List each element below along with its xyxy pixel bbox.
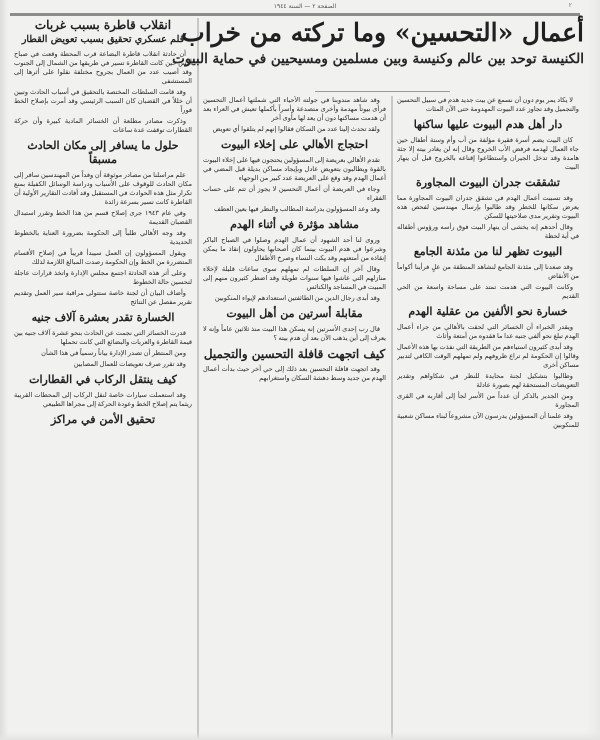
article-paragraph: تقدم الأهالي بعريضة إلى المسؤولين يحتجون فيها على إخلاء البيوت بالقوة ويطالبون بتعويض عادل وبإيجاد مساكن بديلة قبل المضي في أعمال الهدم وقد وقع على العريضة عدد كبير من الوجهاء xyxy=(203,156,386,182)
article-paragraph: قدرت الخسائر التي نجمت عن الحادث بنحو عشرة آلاف جنيه بين قيمة القاطرة والعربات والبضائع التي كانت تحملها xyxy=(14,328,192,346)
article-paragraph: ولقد تحدث إلينا عدد من السكان فقالوا إنهم لم يتلقوا أي تعويض xyxy=(212,125,380,133)
article-paragraph: وقال أحدهم إنه يخشى أن ينهار البيت فوق رأسه ورؤوس أطفاله في أية لحظة xyxy=(397,223,579,240)
section-heading: مقابلة أسرتين من أهل البيوت xyxy=(226,307,363,320)
article-paragraph: وقد وجه الأهالي طلباً إلى الحكومة بضرورة العناية بالخطوط الحديدية xyxy=(14,228,192,246)
center-section-0 xyxy=(203,96,386,134)
article-paragraph: وعلى أثر هذه الحادثة اجتمع مجلس الإدارة واتخذ قرارات عاجلة لتحسين حالة الخطوط xyxy=(14,268,192,286)
folio-line: الصفحة ٢ — السنة ١٩٤٤ xyxy=(273,3,337,10)
section-heading: خسارة نحو الألفين من عقلية الهدم xyxy=(408,305,568,318)
column-divider-left xyxy=(197,18,199,738)
article-paragraph: وقد شاهد مندوبنا في جولته الأحياء التي شملتها أعمال التحسين فرأى بيوتاً مهدمة وأخرى متصدعة وأسراً بأكملها تعيش في العراء بعد أن هدمت مساكنها دون أن يعد لها مأوى آخر xyxy=(203,96,386,122)
section-heading: كيف ينتقل الركاب في القطارات xyxy=(29,372,177,386)
center-section-3 xyxy=(203,307,386,343)
article-paragraph: وقد وعد المسؤولون بدراسة المطالب والنظر فيها بعين العطف xyxy=(214,205,380,213)
article-paragraph: وقال آخر إن السلطات لم تمهلهم سوى ساعات قليلة لإخلاء منازلهم التي عاشوا فيها سنوات طويلة وقد اضطر كثيرون منهم إلى المبيت في المساجد والكنائس xyxy=(203,265,386,291)
article-paragraph: وأضاف البيان أن لجنة خاصة ستتولى مراقبة سير العمل وتقديم تقرير مفصل عن النتائج xyxy=(14,288,192,306)
section-heading: دار أهل هدم البيوت عليها ساكنها xyxy=(413,118,563,131)
right-section-0 xyxy=(397,96,579,114)
left-section-0 xyxy=(14,50,192,135)
scan-left-margin xyxy=(0,0,8,740)
article-paragraph: وروى لنا أحد الشهود أن عمال الهدم وصلوا في الصباح الباكر وشرعوا في هدم البيوت بينما كان أصحابها يحاولون إنقاذ ما يمكن إنقاذه من أمتعتهم وقد بكت النساء وصرخ الأطفال xyxy=(203,236,386,262)
article-paragraph: علم مراسلنا من مصادر موثوقة أن وفداً من المهندسين سافر إلى مكان الحادث للوقوف على الأسباب ودراسة الوسائل الكفيلة بمنع تكرار مثل هذه الحوادث في المستقبل وقد أفادت التقارير الأولية أن القاطرة كانت تسير بسرعة زائدة xyxy=(14,170,192,206)
article-paragraph: وذكرت مصادر مطلعة أن الخسائر المادية كبيرة وأن حركة القطارات توقفت عدة ساعات xyxy=(14,116,192,134)
center-section-1 xyxy=(203,138,386,214)
article-paragraph: وقد صعدنا إلى مئذنة الجامع لنشاهد المنطقة من علٍ فرأينا أكواماً من الأنقاض xyxy=(397,263,579,280)
scan-bottom-edge xyxy=(0,732,600,740)
right-section-4 xyxy=(397,305,579,430)
top-rule xyxy=(10,13,580,16)
article-paragraph: وقد تقرر صرف تعويضات للعمال المصابين xyxy=(73,359,186,368)
right-section-3 xyxy=(397,245,579,301)
article-paragraph: وجاء في العريضة أن أعمال التحسين لا يجوز أن تتم على حساب الفقراء xyxy=(203,185,386,202)
page-number: ٢ xyxy=(568,2,572,9)
section-heading: البيوت تظهر لنا من مئذنة الجامع xyxy=(413,245,563,258)
left-column xyxy=(14,19,192,737)
article-paragraph: وقد قامت السلطات المختصة بالتحقيق في أسباب الحادث وتبين أن خللاً في القضبان كان السبب الرئيسي وقد أمرت بإصلاح الخط فوراً xyxy=(14,87,192,114)
article-paragraph: وقد اتجهت قافلة التحسين بعد ذلك إلى حي آخر حيث بدأت أعمال الهدم من جديد وسط دهشة السكان واستغرابهم xyxy=(203,365,386,382)
article-paragraph: وفي عام ١٩٤٣ جرى إصلاح قسم من هذا الخط وتقرر استبدال القضبان القديمة xyxy=(14,208,192,226)
right-section-1 xyxy=(397,118,579,172)
left-section-4 xyxy=(14,413,192,427)
article-paragraph: كان البيت يضم أسرة فقيرة مؤلفة من أب وأم وستة أطفال حين جاء العمال لهدمه فرفض الأب الخروج وقال إنه لن يغادر بيته إلا جثة هامدة وقد تدخل الجيران واستطاعوا إقناعه بالخروج قبل أن ينهار البيت xyxy=(397,136,579,171)
article-paragraph: وقد تسببت أعمال الهدم في تشقق جدران البيوت المجاورة مما يعرض سكانها للخطر وقد طالبوا بإرسال مهندسين لفحص هذه البيوت وتقرير مدى صلاحيتها للسكن xyxy=(397,194,579,220)
article-paragraph: لا يكاد يمر يوم دون أن نسمع عن بيت جديد هدم في سبيل التحسين والتجميل وقد تجاوز عدد البيوت المهدومة حتى الآن المئات xyxy=(397,96,579,113)
section-heading: تشققت جدران البيوت المجاورة xyxy=(415,176,560,189)
section-heading: تحقيق الأمن في مراكز xyxy=(50,412,156,426)
article-paragraph: وقد استعملت سيارات خاصة لنقل الركاب إلى المحطات القريبة ريثما يتم إصلاح الخط وعودة الحركة إلى مجراها الطبيعي xyxy=(14,390,192,408)
article-paragraph: قال رب إحدى الأسرتين إنه يسكن هذا البيت منذ ثلاثين عاماً وإنه لا يعرف إلى أين يذهب الآن بعد أن هدم بيته ؟ xyxy=(203,325,386,342)
article-paragraph: ومن الجدير بالذكر أن عدداً من الأسر لجأ إلى أقاربه في القرى المجاورة xyxy=(397,392,579,409)
left-column-headline: انقلاب قاطرة بسبب غربات xyxy=(34,19,172,32)
article-paragraph: وطالبوا بتشكيل لجنة محايدة للنظر في شكاواهم وتقدير التعويضات المستحقة لهم بصورة عادلة xyxy=(397,372,579,389)
section-heading: حلول ما يسافر إلى مكان الحادث مسبقاً xyxy=(27,138,179,166)
right-column xyxy=(397,96,579,737)
section-heading: الخسارة تقدر بعشرة آلاف جنيه xyxy=(31,310,175,324)
left-section-1 xyxy=(14,139,192,307)
section-heading: مشاهد مؤثرة في أثناء الهدم xyxy=(230,218,359,231)
section-heading: احتجاج الأهالي على إخلاء البيوت xyxy=(220,138,369,151)
main-headline: أعمال «التحسين» وما تركته من خراب xyxy=(181,18,584,47)
right-section-2 xyxy=(397,176,579,241)
article-paragraph: وقد أبدى رجال الدين من الطائفتين استعدادهم لإيواء المنكوبين xyxy=(214,294,380,302)
section-heading: كيف اتجهت قافلة التحسين والتجميل xyxy=(203,347,386,361)
center-column xyxy=(203,96,386,737)
article-paragraph: وقد أبدى كثيرون استياءهم من الطريقة التي نفذت بها هذه الأعمال وقالوا إن الحكومة لم تراع ظروفهم ولم تمهلهم الوقت الكافي لتدبير مساكن أخرى xyxy=(397,343,579,369)
article-paragraph: ويقول المسؤولون إن العمل سيبدأ قريباً في إصلاح الأقسام المتضررة من الخط وإن الحكومة رصدت المبالغ اللازمة لذلك xyxy=(14,248,192,266)
article-paragraph: ومن المنتظر أن تصدر الإدارة بياناً رسمياً في هذا الشأن xyxy=(41,348,186,357)
headline-underline xyxy=(315,91,450,92)
article-paragraph: وقد علمنا أن المسؤولين يدرسون الآن مشروعاً لبناء مساكن شعبية للمنكوبين xyxy=(397,412,579,429)
article-paragraph: أن حادثة انقلاب قاطرة البضاعة قرب المحطة وقعت في صباح أمس حين كانت القاطرة تسير في طريقها من الشمال إلى الجنوب وقد أصيب عدد من العمال بجروح مختلفة نقلوا على أثرها إلى المستشفى xyxy=(14,49,192,85)
scan-right-margin xyxy=(588,0,600,740)
article-paragraph: ويقدر الخبراء أن الخسائر التي لحقت بالأهالي من جراء أعمال الهدم تبلغ نحو ألفي جنيه عدا ما فقدوه من أمتعة وأثاث xyxy=(397,323,579,340)
left-section-3 xyxy=(14,373,192,409)
left-column-deck: قلم عسكري تحقيق بسبب تعويض القطار xyxy=(21,33,185,45)
column-divider-right xyxy=(391,96,393,738)
center-section-2 xyxy=(203,218,386,303)
main-subheadline: الكنيسة توحد بين عالم وكنيسة وبين مسلمين ومسيحيين في حماية البيوت xyxy=(172,51,584,67)
center-section-4 xyxy=(203,347,386,383)
main-headline-block xyxy=(172,18,584,68)
left-section-2 xyxy=(14,311,192,369)
article-paragraph: وكانت البيوت التي هدمت تمتد على مساحة واسعة من الحي القديم xyxy=(397,283,579,300)
